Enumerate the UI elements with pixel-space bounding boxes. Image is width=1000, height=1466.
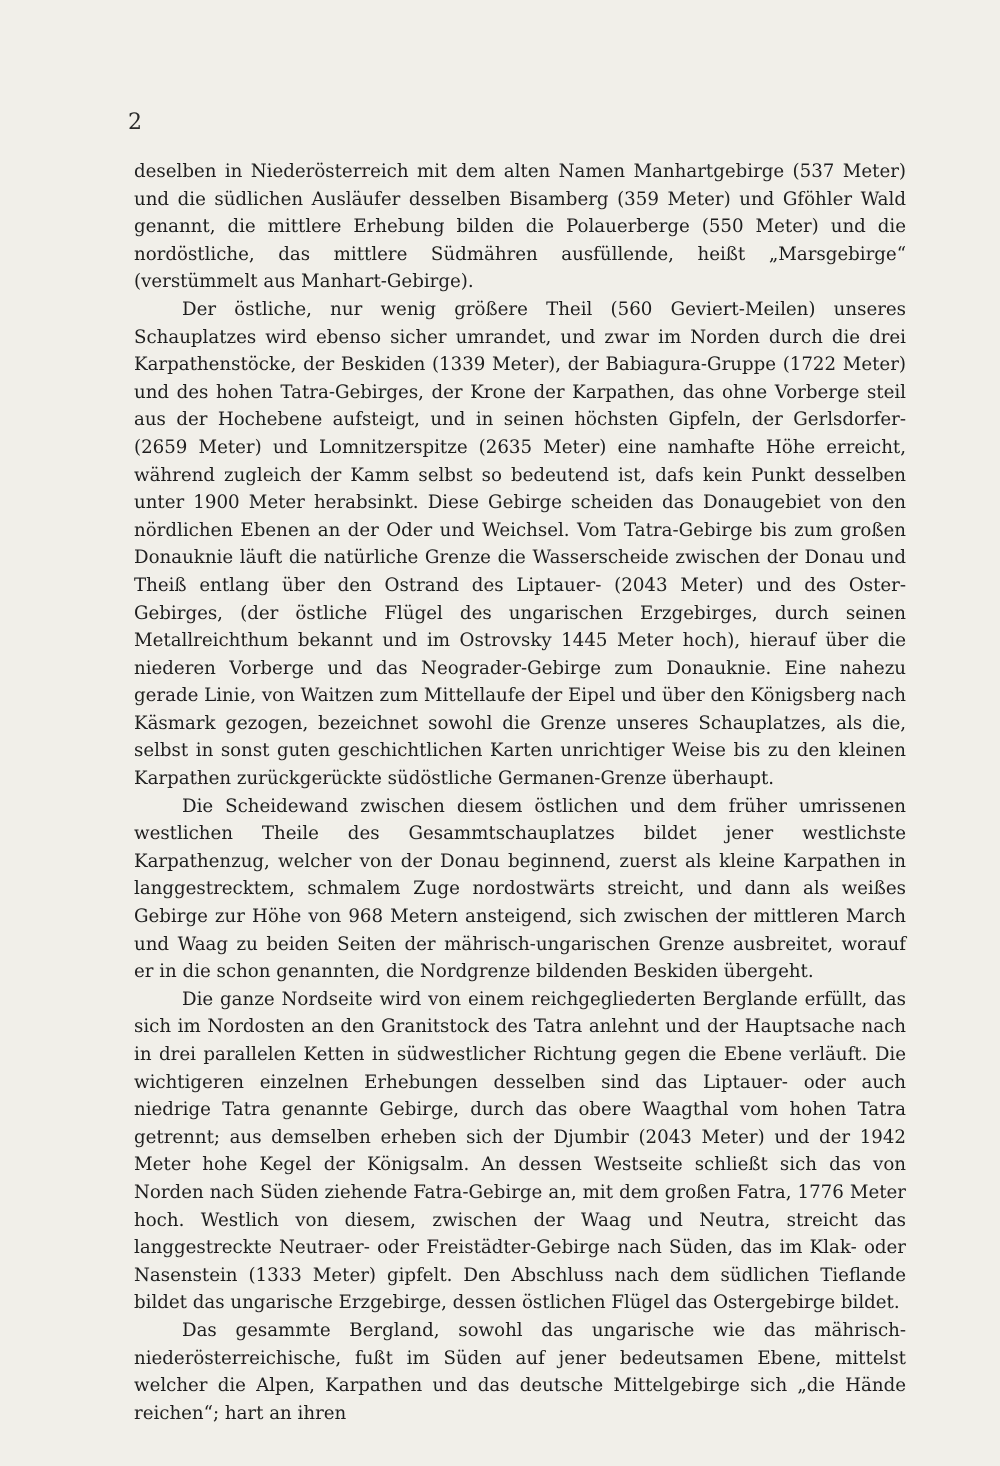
page-text [134,158,906,1427]
paragraph-5: Das gesammte Bergland, sowohl das ungarische wie das mährisch-niederösterreichische, fußt im Süden auf jener bedeutsamen Ebene, mittelst welcher die Alpen, Karpathen und das deutsche Mittelgebirge sich „die Hände reichen“; hart an ihren [134,1319,906,1424]
page-number: 2 [128,110,142,135]
paragraph-3: Die Scheidewand zwischen diesem östlichen und dem früher umrissenen westlichen Theile des Gesammtschauplatzes bildet jener westlichste Karpathenzug, welcher von der Donau beginnend, zuerst als kleine Karpathen in langgestrecktem, schmalem Zuge nordostwärts streicht, und dann als weißes Gebirge zur Höhe von 968 Metern ansteigend, sich zwischen der mittleren March und Waag zu beiden Seiten der mährisch-ungarischen Grenze ausbreitet, worauf er in die schon genannten, die Nordgrenze bildenden Beskiden übergeht. [134,795,906,983]
paragraph-4: Die ganze Nordseite wird von einem reichgegliederten Berglande erfüllt, das sich im Nordosten an den Granitstock des Tatra anlehnt und der Hauptsache nach in drei parallelen Ketten in südwestlicher Richtung gegen die Ebene verläuft. Die wichtigeren einzelnen Erhebungen desselben sind das Liptauer- oder auch niedrige Tatra genannte Gebirge, durch das obere Waagthal vom hohen Tatra getrennt; aus demselben erheben sich der Djumbir (2043 Meter) und der 1942 Meter hohe Kegel der Königsalm. An dessen Westseite schließt sich das von Norden nach Süden ziehende Fatra-Gebirge an, mit dem großen Fatra, 1776 Meter hoch. Westlich von diesem, zwischen der Waag und Neutra, streicht das langgestreckte Neutraer- oder Freistädter-Gebirge nach Süden, das im Klak- oder Nasenstein (1333 Meter) gipfelt. Den Abschluss nach dem südlichen Tieflande bildet das ungarische Erzgebirge, dessen östlichen Flügel das Ostergebirge bildet. [134,988,906,1314]
paragraph-2: Der östliche, nur wenig größere Theil (560 Geviert-Meilen) unseres Schauplatzes wird ebenso sicher umrandet, und zwar im Norden durch die drei Karpathenstöcke, der Beskiden (1339 Meter), der Babiagura-Gruppe (1722 Meter) und des hohen Tatra-Gebirges, der Krone der Karpathen, das ohne Vorberge steil aus der Hochebene aufsteigt, und in seinen höchsten Gipfeln, der Gerlsdorfer- (2659 Meter) und Lomnitzerspitze (2635 Meter) eine namhafte Höhe erreicht, während zugleich der Kamm selbst so bedeutend ist, dafs kein Punkt desselben unter 1900 Meter herabsinkt. Diese Gebirge scheiden das Donaugebiet von den nördlichen Ebenen an der Oder und Weichsel. Vom Tatra-Gebirge bis zum großen Donauknie läuft die natürliche Grenze die Wasserscheide zwischen der Donau und Theiß entlang über den Ostrand des Liptauer- (2043 Meter) und des Oster-Gebirges, (der östliche Flügel des ungarischen Erzgebirges, durch seinen Metallreichthum bekannt und im Ostrovsky 1445 Meter hoch), hierauf über die niederen Vorberge und das Neograder-Gebirge zum Donauknie. Eine nahezu gerade Linie, von Waitzen zum Mittellaufe der Eipel und über den Königsberg nach Käsmark gezogen, bezeichnet sowohl die Grenze unseres Schauplatzes, als die, selbst in sonst guten geschichtlichen Karten unrichtiger Weise bis zu den kleinen Karpathen zurückgerückte südöstliche Germanen-Grenze überhaupt. [134,298,906,790]
paragraph-1: deselben in Niederösterreich mit dem alten Namen Manhartgebirge (537 Meter) und die südlichen Ausläufer desselben Bisamberg (359 Meter) und Gföhler Wald genannt, die mittlere Erhebung bilden die Polauerberge (550 Meter) und die nordöstliche, das mittlere Südmähren ausfüllende, heißt „Marsgebirge“ (verstümmelt aus Manhart-Gebirge). [134,161,906,293]
